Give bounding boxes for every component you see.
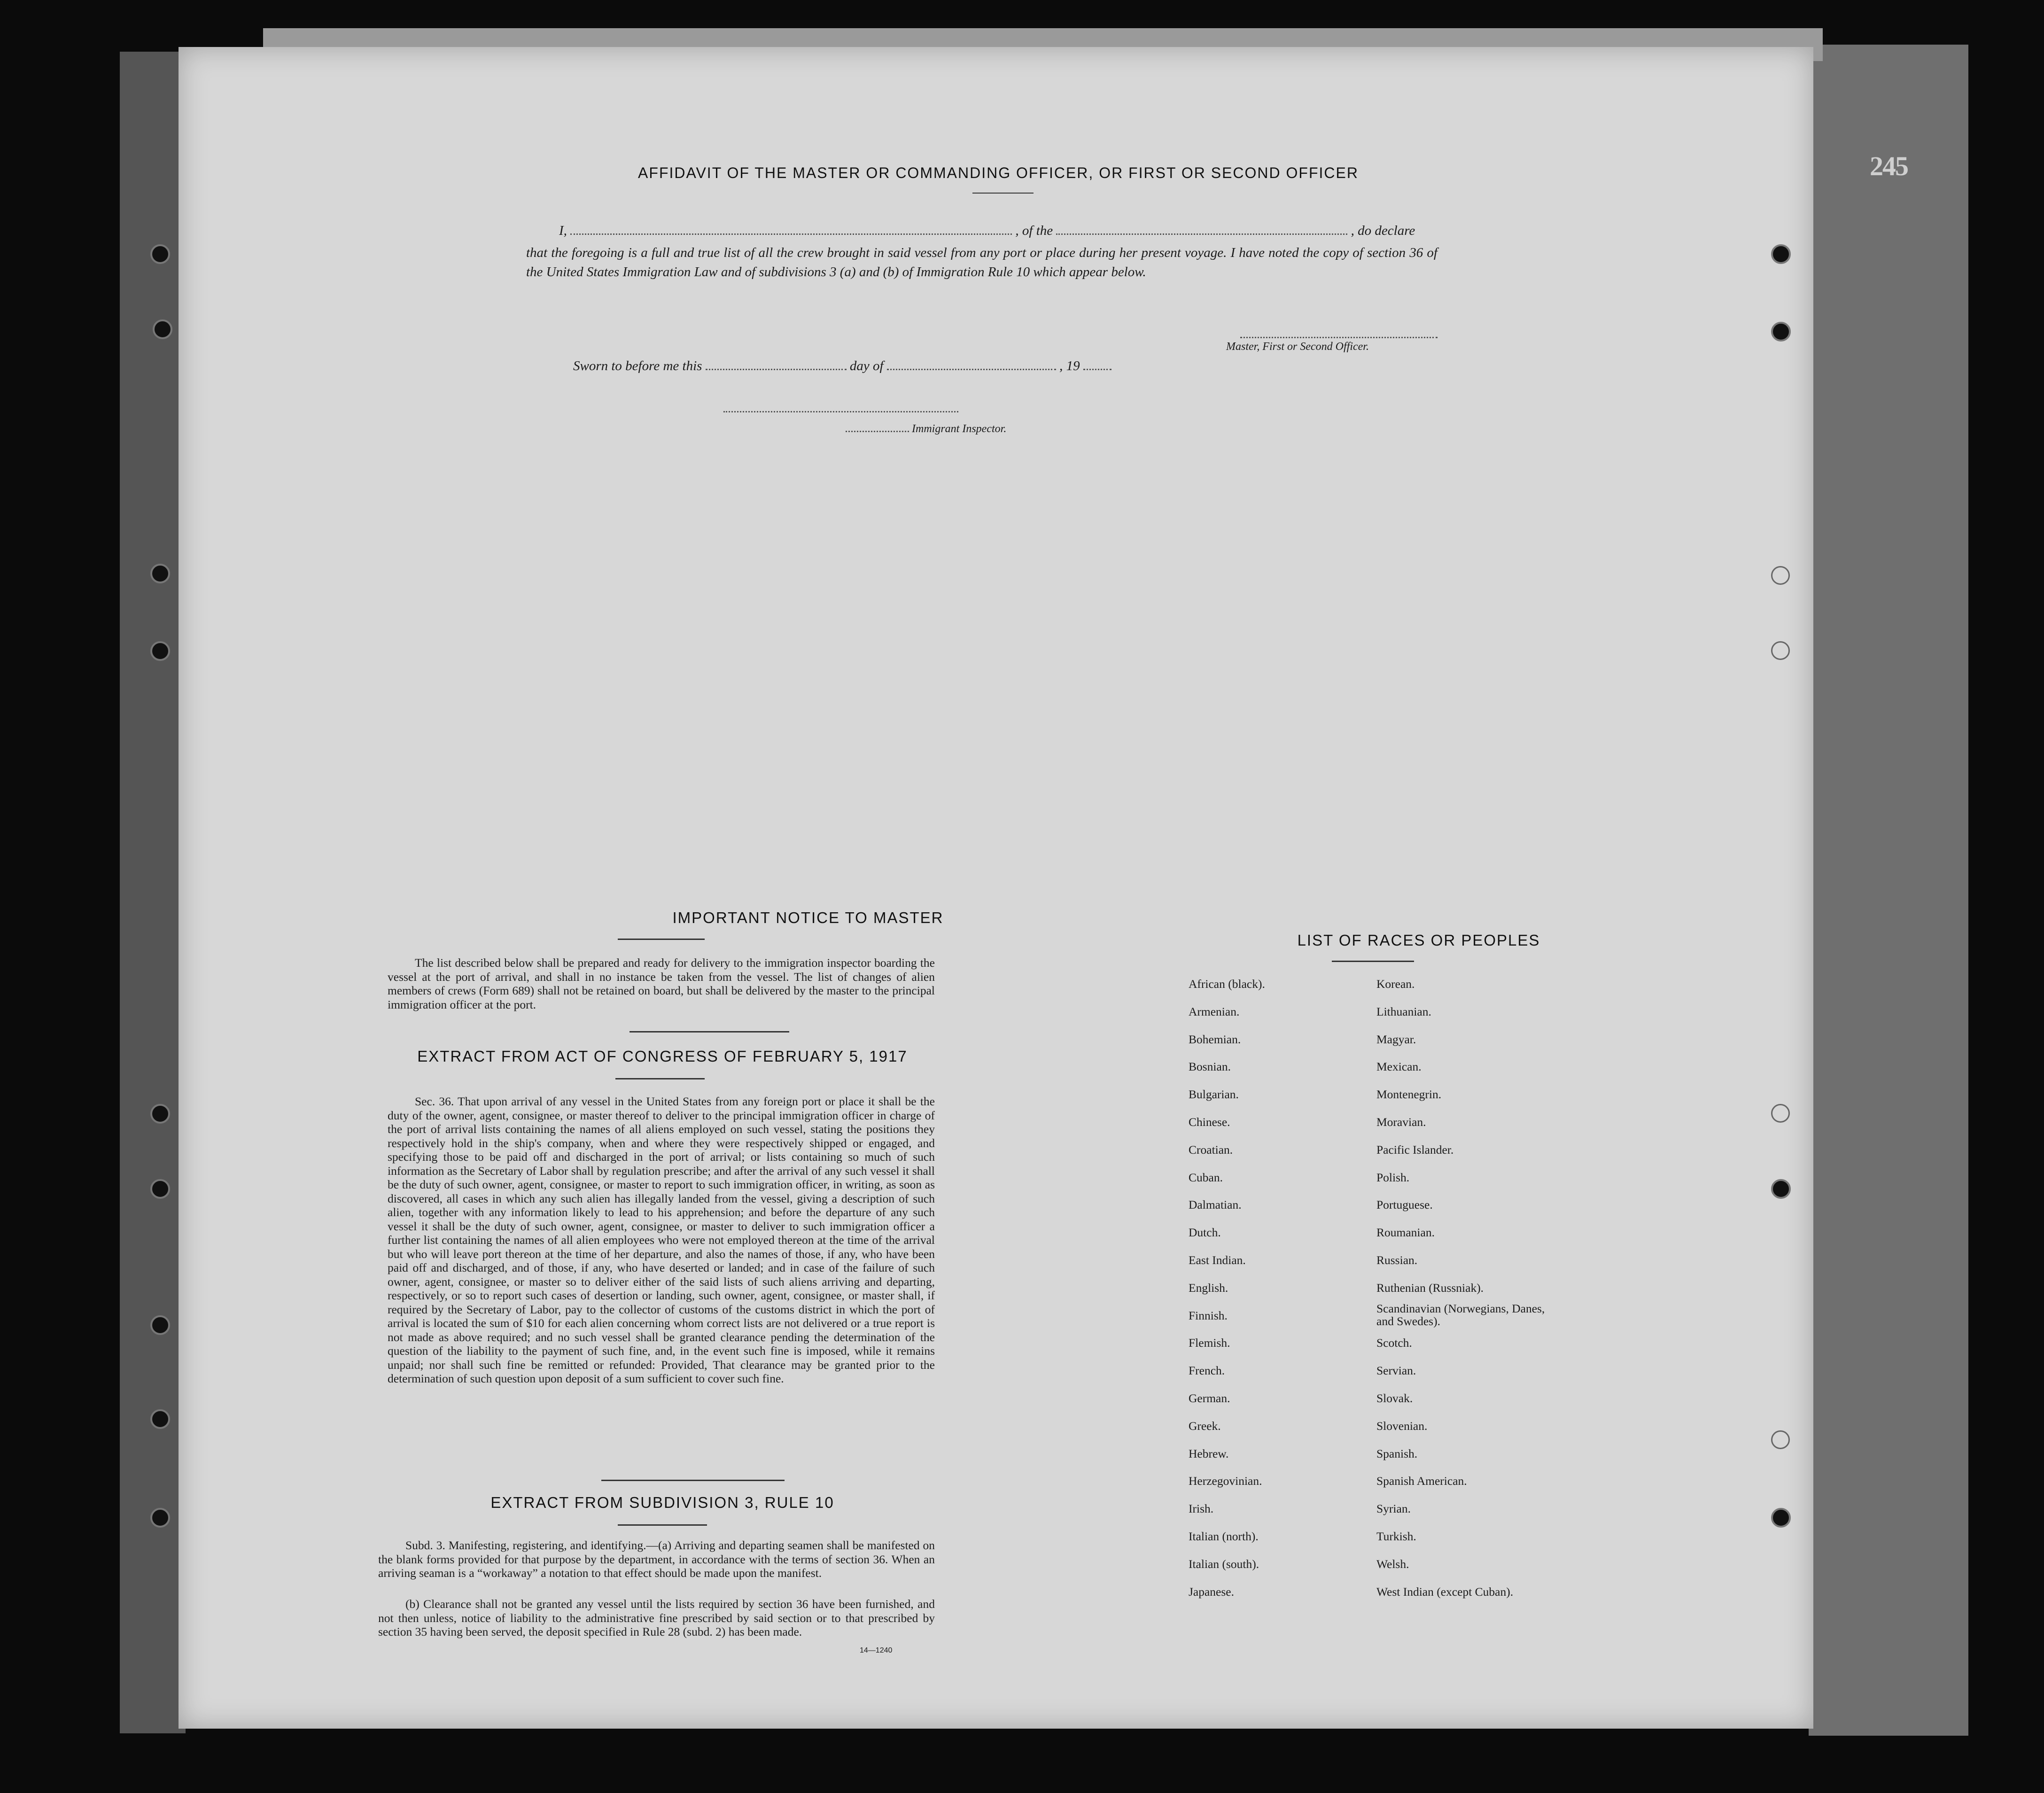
- race-item: Japanese.: [1189, 1585, 1234, 1599]
- inspector-caption: Immigrant Inspector.: [912, 423, 1007, 435]
- binder-hole: [1771, 1179, 1791, 1199]
- back-sheet-right: [1809, 45, 1968, 1736]
- race-item: Irish.: [1189, 1502, 1214, 1515]
- race-item: Servian.: [1376, 1364, 1416, 1377]
- race-item: German.: [1189, 1391, 1230, 1405]
- notice-title-underline: [618, 939, 705, 940]
- race-item: Bosnian.: [1189, 1060, 1231, 1073]
- page-number: 245: [1870, 151, 1908, 181]
- race-item: Moravian.: [1376, 1115, 1426, 1129]
- races-title-underline: [1332, 961, 1414, 962]
- rule-text-b: (b) Clearance shall not be granted any vessel until the lists required by section 36 have been furnished, and not then unless, notice of liability to the administrative fine prescribed by said section or to that prescribed by section 35 having been served, the deposit specified in Rule 28 (subd. 2) has been made.: [378, 1597, 935, 1638]
- race-item: Flemish.: [1189, 1336, 1230, 1350]
- document-page: [179, 47, 1813, 1729]
- inspector-line: [846, 423, 1006, 435]
- signature-caption: Master, First or Second Officer.: [1226, 341, 1369, 353]
- affidavit-title-underline: [972, 193, 1034, 194]
- race-item: Ruthenian (Russniak).: [1376, 1281, 1484, 1295]
- race-item: Dutch.: [1189, 1226, 1221, 1239]
- race-item: Spanish American.: [1376, 1474, 1467, 1488]
- race-item: Bohemian.: [1189, 1032, 1241, 1046]
- binder-hole: [1771, 244, 1791, 264]
- act-divider: [601, 1480, 785, 1481]
- rule-title: EXTRACT FROM SUBDIVISION 3, RULE 10: [490, 1494, 834, 1511]
- binder-hole: [150, 641, 170, 661]
- race-item: Scandinavian (Norwegians, Danes, and Swedes).: [1376, 1302, 1545, 1328]
- act-text: Sec. 36. That upon arrival of any vessel in the United States from any foreign port or place it shall be the duty of the owner, agent, consignee, or master thereof to deliver to the principal immigration officer in charge of the port of arrival lists containing the names of all aliens employed on such vessel, stating the positions they respectively hold in the ship's company, when and where they were respectively shipped or engaged, and specifying those to be paid off and discharged in the port of arrival; or lists containing so much of such information as the Secretary of Labor shall by regulation prescribe; and after the arrival of any such vessel it shall be the duty of such owner, agent, consignee, or master to report to such immigration officer, in writing, as soon as discovered, all cases in which any such alien has illegally landed from the vessel, giving a description of such alien, together with any information likely to lead to his apprehension; and before the departure of any such vessel it shall be the duty of such owner, agent, consignee, or master to deliver to such immigration officer a further list containing the names of all alien employees who were not employed thereon at the time of the arrival but who will leave port thereon at the time of her departure, and also the names of those, if any, who have been paid off and discharged, and of those, if any, who have deserted or landed; and in case of the failure of such owner, agent, consignee, or master so to deliver either of the said lists of such aliens arriving and departing, respectively, or so to report such cases of desertion or landing, such owner, agent, consignee, or master shall, if required by the Secretary of Labor, pay to the collector of customs of the customs district in which the port of arrival is located the sum of $10 for each alien concerning whom correct lists are not delivered or a true report is not made as above required; and no such vessel shall be granted clearance pending the determination of the question of the liability to the payment of such fine, and, in the event such fine is imposed, while it remains unpaid; nor shall such fine be remitted or refunded: Provided, That clearance may be granted prior to the determination of such question upon deposit of a sum sufficient to cover such fine.: [388, 1094, 935, 1385]
- affidavit-declaration-line: [526, 223, 1621, 239]
- races-right-column: [1376, 977, 1574, 1653]
- race-item: Russian.: [1376, 1253, 1418, 1267]
- sworn-line: [573, 358, 1111, 374]
- race-item: Hebrew.: [1189, 1447, 1229, 1460]
- race-item: Croatian.: [1189, 1143, 1233, 1157]
- race-item: Lithuanian.: [1376, 1005, 1431, 1018]
- sworn-year: , 19: [1059, 358, 1080, 373]
- back-sheet-left: [120, 52, 186, 1733]
- race-item: Cuban.: [1189, 1171, 1223, 1184]
- race-item: English.: [1189, 1281, 1228, 1295]
- binder-hole: [150, 1179, 170, 1199]
- affidavit-declare: , do declare: [1351, 223, 1415, 238]
- binder-hole: [1771, 1104, 1790, 1123]
- race-item: Chinese.: [1189, 1115, 1230, 1129]
- race-item: Mexican.: [1376, 1060, 1422, 1073]
- race-item: Spanish.: [1376, 1447, 1418, 1460]
- race-item: Turkish.: [1376, 1529, 1416, 1543]
- act-title-underline: [615, 1078, 705, 1079]
- affidavit-body: that the foregoing is a full and true list of all the crew brought in said vessel from any port or place during her present voyage. I have noted the copy of section 36 of the United States Immigration Law and of subdivisions 3 (a) and (b) of Immigration Rule 10 which appear below.: [526, 245, 1438, 279]
- race-item: Welsh.: [1376, 1557, 1409, 1571]
- race-item: Korean.: [1376, 977, 1415, 991]
- binder-hole: [150, 1315, 170, 1335]
- binder-hole: [1771, 641, 1790, 660]
- binder-hole: [150, 564, 170, 583]
- affidavit-of-the: , of the: [1015, 223, 1053, 238]
- race-item: African (black).: [1189, 977, 1265, 991]
- notice-title: IMPORTANT NOTICE TO MASTER: [672, 909, 944, 926]
- notice-divider: [630, 1031, 789, 1032]
- races-left-column: [1189, 977, 1367, 1653]
- race-item: Pacific Islander.: [1376, 1143, 1454, 1157]
- month-blank: [887, 368, 1056, 370]
- race-item: Greek.: [1189, 1419, 1221, 1433]
- race-item: Magyar.: [1376, 1032, 1416, 1046]
- race-item: West Indian (except Cuban).: [1376, 1585, 1514, 1599]
- binder-hole: [1771, 1508, 1791, 1528]
- race-item: Roumanian.: [1376, 1226, 1435, 1239]
- binder-hole: [153, 319, 172, 339]
- inspector-line-upper: [723, 411, 958, 412]
- inspector-blank: [846, 430, 909, 432]
- race-item: Slovak.: [1376, 1391, 1413, 1405]
- race-item: Bulgarian.: [1189, 1087, 1239, 1101]
- binder-hole: [150, 1409, 170, 1429]
- day-blank: [706, 368, 847, 370]
- race-item: Dalmatian.: [1189, 1198, 1242, 1211]
- race-item: Italian (north).: [1189, 1529, 1259, 1543]
- sworn-day-of: day of: [849, 358, 884, 373]
- affidavit-title: AFFIDAVIT OF THE MASTER OR COMMANDING OFFICER, OR FIRST OR SECOND OFFICER: [638, 164, 1359, 181]
- race-item: Scotch.: [1376, 1336, 1412, 1350]
- act-title: EXTRACT FROM ACT OF CONGRESS OF FEBRUARY 5, 1917: [417, 1048, 908, 1065]
- binder-hole: [1771, 1430, 1790, 1449]
- binder-hole: [150, 1104, 170, 1124]
- races-title: LIST OF RACES OR PEOPLES: [1297, 931, 1540, 949]
- race-item: Polish.: [1376, 1171, 1410, 1184]
- form-code: 14—1240: [860, 1646, 893, 1654]
- race-item: Finnish.: [1189, 1309, 1228, 1322]
- sworn-text: Sworn to before me this: [573, 358, 702, 373]
- notice-text: The list described below shall be prepared and ready for delivery to the immigration inspector boarding the vessel at the port of arrival, and shall in no instance be taken from the vessel. The list of changes of alien members of crews (Form 689) shall not be retained on board, but shall be delivered by the master to the principal immigration officer at the port.: [388, 956, 935, 1011]
- year-blank: [1083, 368, 1111, 370]
- binder-hole: [150, 244, 170, 264]
- race-item: Portuguese.: [1376, 1198, 1433, 1211]
- affidavit-i: I,: [559, 223, 567, 238]
- binder-hole: [1771, 566, 1790, 585]
- signature-line: [1240, 337, 1438, 338]
- binder-hole: [150, 1508, 170, 1528]
- vessel-blank: [1056, 233, 1347, 235]
- rule-title-underline: [618, 1524, 707, 1526]
- race-item: Slovenian.: [1376, 1419, 1428, 1433]
- race-item: French.: [1189, 1364, 1225, 1377]
- name-blank: [570, 233, 1012, 235]
- rule-text-a: Subd. 3. Manifesting, registering, and identifying.—(a) Arriving and departing seamen shall be manifested on the blank forms provided for that purpose by the department, in accordance with the terms of section 36. When an arriving seaman is a “workaway” a notation to that effect should be made upon the manifest.: [378, 1538, 935, 1580]
- race-item: Italian (south).: [1189, 1557, 1259, 1571]
- race-item: Syrian.: [1376, 1502, 1411, 1515]
- race-item: Montenegrin.: [1376, 1087, 1442, 1101]
- race-item: East Indian.: [1189, 1253, 1246, 1267]
- race-item: Armenian.: [1189, 1005, 1240, 1018]
- binder-hole: [1771, 322, 1791, 342]
- race-item: Herzegovinian.: [1189, 1474, 1262, 1488]
